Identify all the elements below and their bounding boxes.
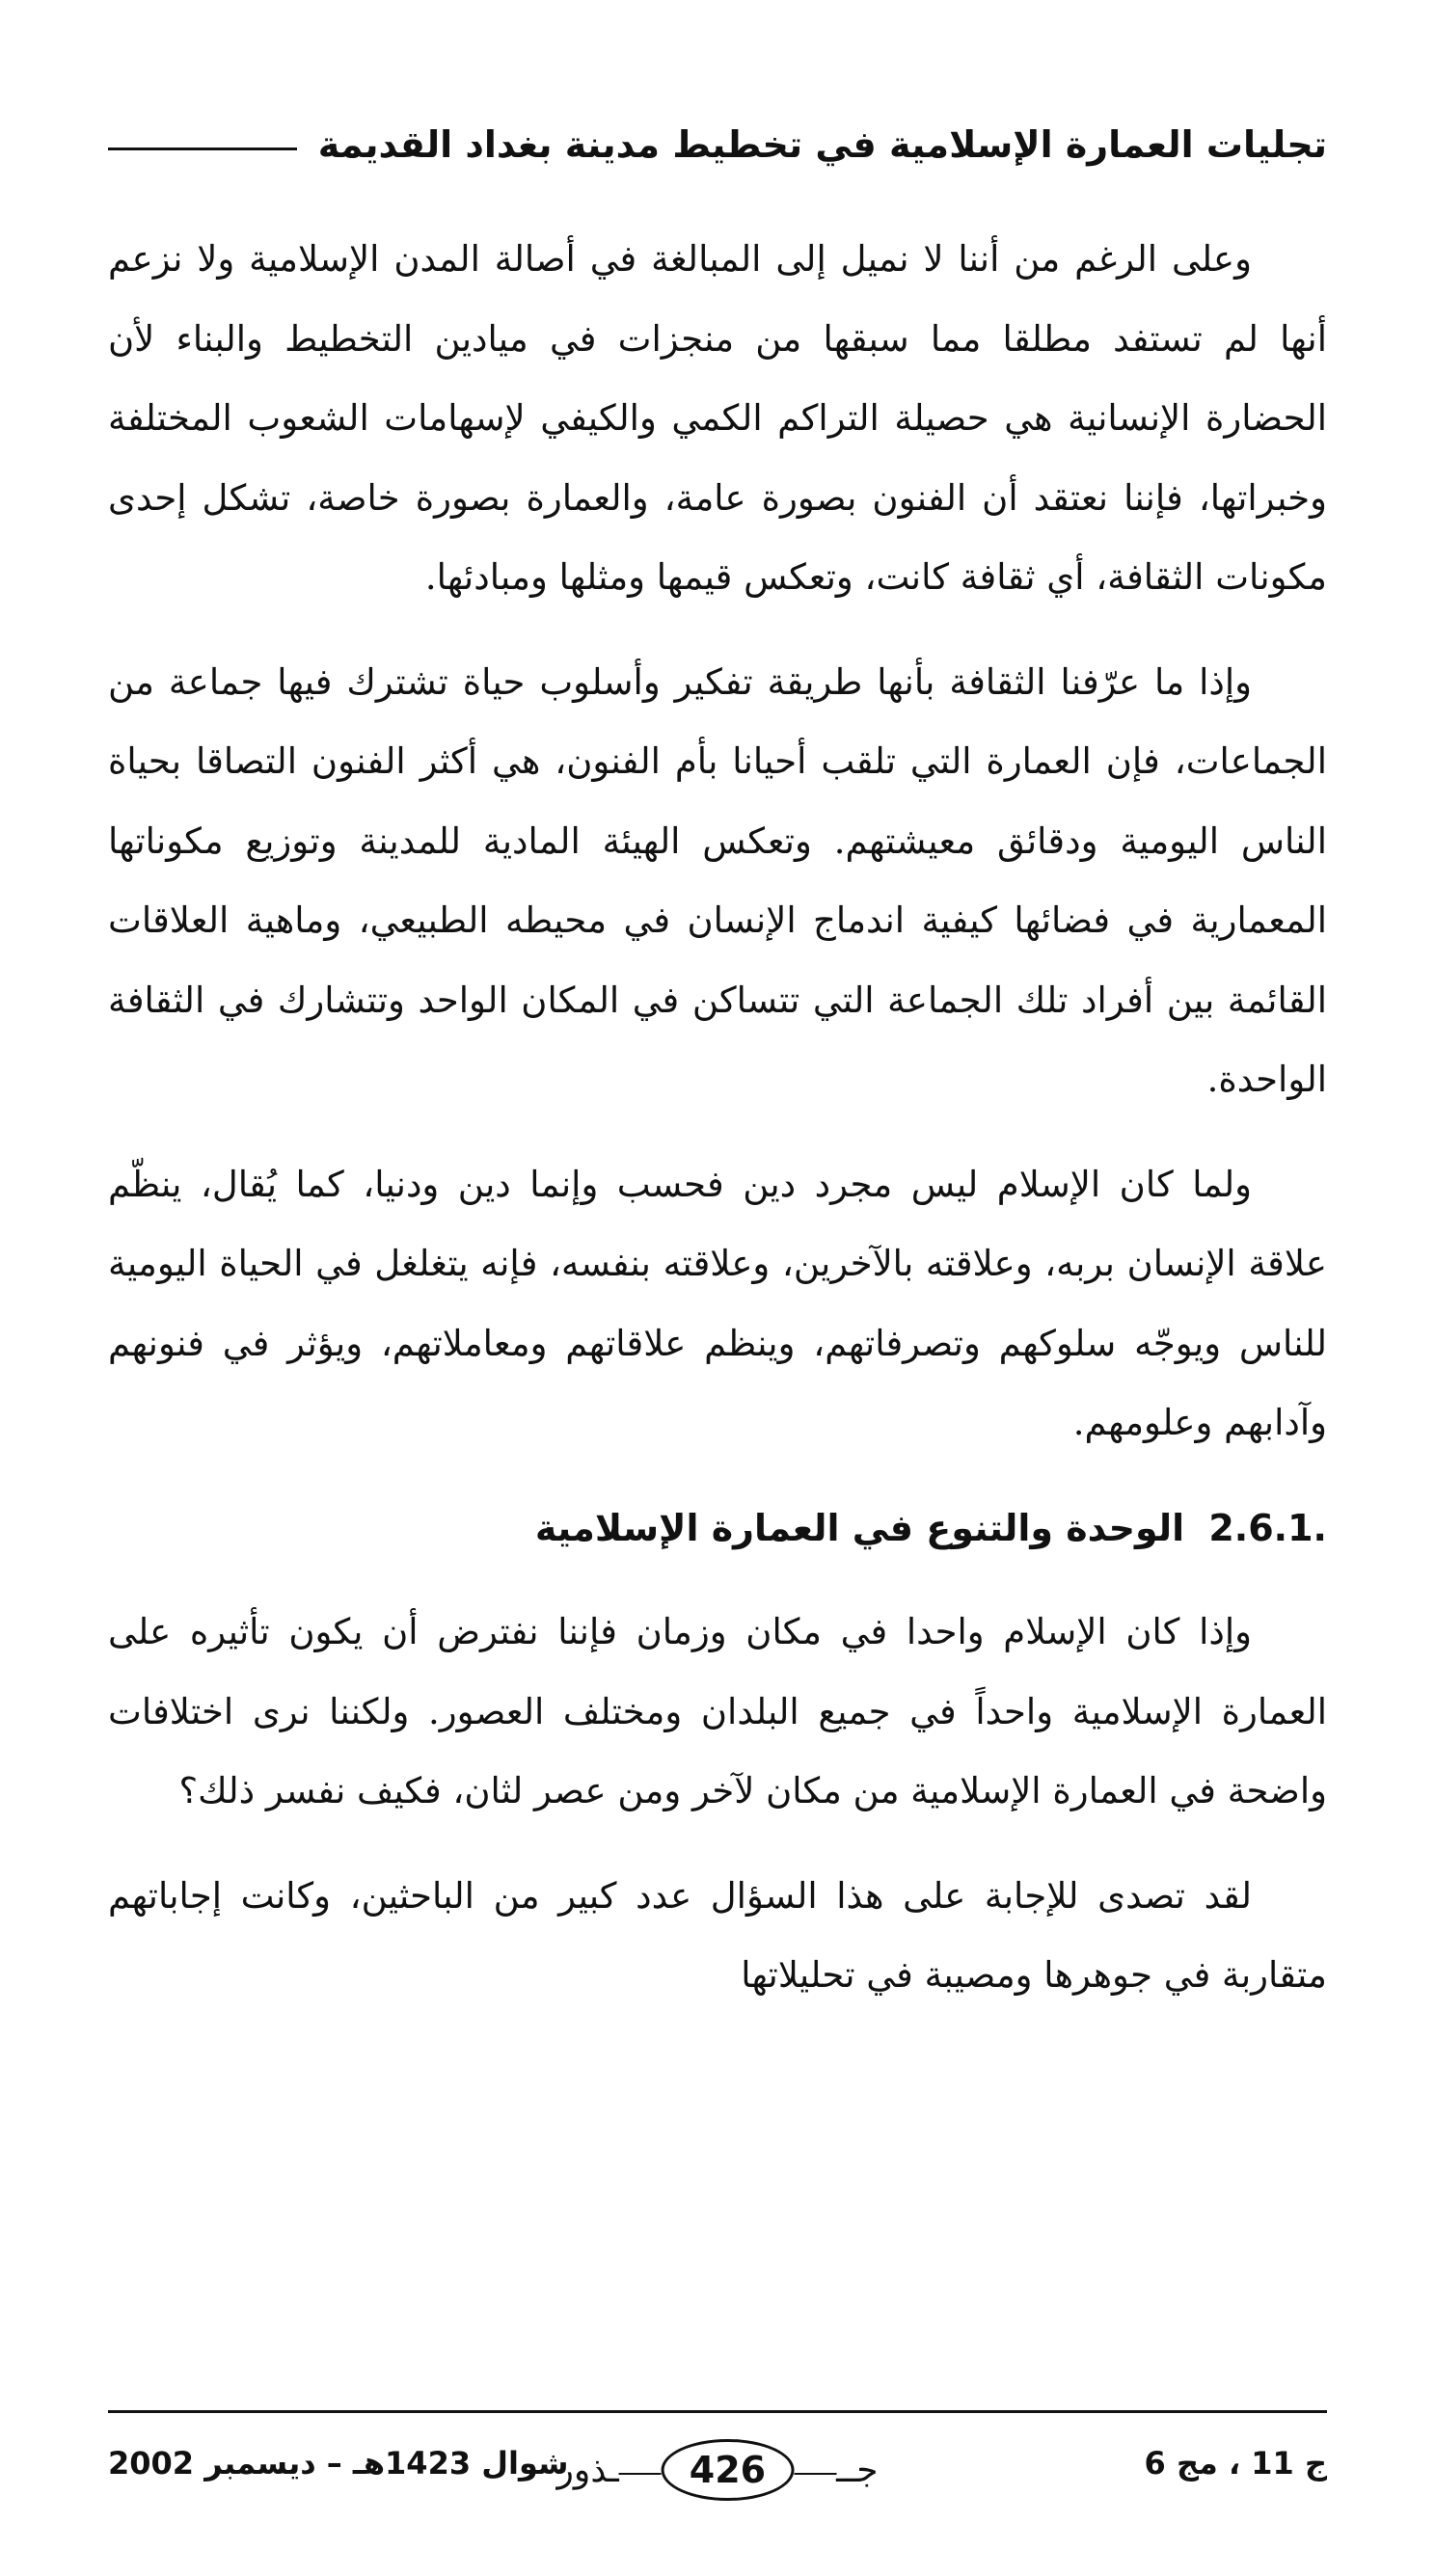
brand-left-part: ـذور xyxy=(556,2450,619,2490)
running-header xyxy=(108,123,1327,166)
brand-right-part: جــ xyxy=(836,2450,879,2490)
footer-rule xyxy=(108,2410,1327,2413)
header-rule xyxy=(108,148,297,150)
paragraph-4: وإذا كان الإسلام واحدا في مكان وزمان فإننا نفترض أن يكون تأثيره على العمارة الإسلامية واحداً في جميع البلدان ومختلف العصور. ولكننا نرى اختلافات واضحة في العمارة الإسلامية من مكان لآخر ومن عصر لثان، فكيف نفسر ذلك؟ xyxy=(108,1611,1327,1811)
page-footer xyxy=(108,2439,1327,2497)
running-title: تجليات العمارة الإسلامية في تخطيط مدينة بغداد القديمة xyxy=(317,123,1327,166)
section-heading xyxy=(108,1489,1327,1569)
paragraph-5: لقد تصدى للإجابة على هذا السؤال عدد كبير من الباحثين، وكانت إجاباتهم متقاربة في جوهرها ومصيبة في تحليلاتها xyxy=(108,1874,1327,1996)
volume-info: ج 11 ، مج 6 xyxy=(1144,2445,1327,2482)
section-title: الوحدة والتنوع في العمارة الإسلامية xyxy=(534,1506,1185,1549)
page-number: 426 xyxy=(662,2439,794,2501)
journal-brand xyxy=(557,2439,879,2501)
paragraph-3: ولما كان الإسلام ليس مجرد دين فحسب وإنما دين ودنيا، كما يُقال، ينظّم علاقة الإنسان بربه، وعلاقته بالآخرين، وعلاقته بنفسه، فإنه يتغلغل في الحياة اليومية للناس ويوجّه سلوكهم وتصرفاتهم، وينظم علاقاتهم ومعاملاتهم، ويؤثر في فنونهم وآدابهم وعلومهم. xyxy=(108,1163,1327,1443)
paragraph-1: وعلى الرغم من أننا لا نميل إلى المبالغة في أصالة المدن الإسلامية ولا نزعم أنها لم تستفد مطلقا مما سبقها من منجزات في ميادين التخطيط والبناء لأن الحضارة الإنسانية هي حصيلة التراكم الكمي والكيفي لإسهامات الشعوب المختلفة وخبراتها، فإننا نعتقد أن الفنون بصورة عامة، والعمارة بصورة خاصة، تشكل إحدى مكونات الثقافة، أي ثقافة كانت، وتعكس قيمها ومثلها ومبادئها. xyxy=(108,238,1327,598)
issue-date: شوال 1423هـ – ديسمبر 2002 xyxy=(108,2445,569,2482)
paragraph-2: وإذا ما عرّفنا الثقافة بأنها طريقة تفكير وأسلوب حياة تشترك فيها جماعة من الجماعات، فإن العمارة التي تلقب أحيانا بأم الفنون، هي أكثر الفنون التصاقا بحياة الناس اليومية ودقائق معيشتهم. وتعكس الهيئة المادية للمدينة وتوزيع مكوناتها المعمارية في فضائها كيفية اندماج الإنسان في محيطه الطبيعي، وماهية العلاقات القائمة بين أفراد تلك الجماعة التي تتساكن في المكان الواحد وتتشارك في الثقافة الواحدة. xyxy=(108,660,1327,1100)
brand-dash-right xyxy=(794,2473,836,2475)
article-body xyxy=(108,220,1327,2041)
brand-dash-left xyxy=(619,2473,662,2475)
section-number: 2.6.1. xyxy=(1208,1506,1327,1549)
